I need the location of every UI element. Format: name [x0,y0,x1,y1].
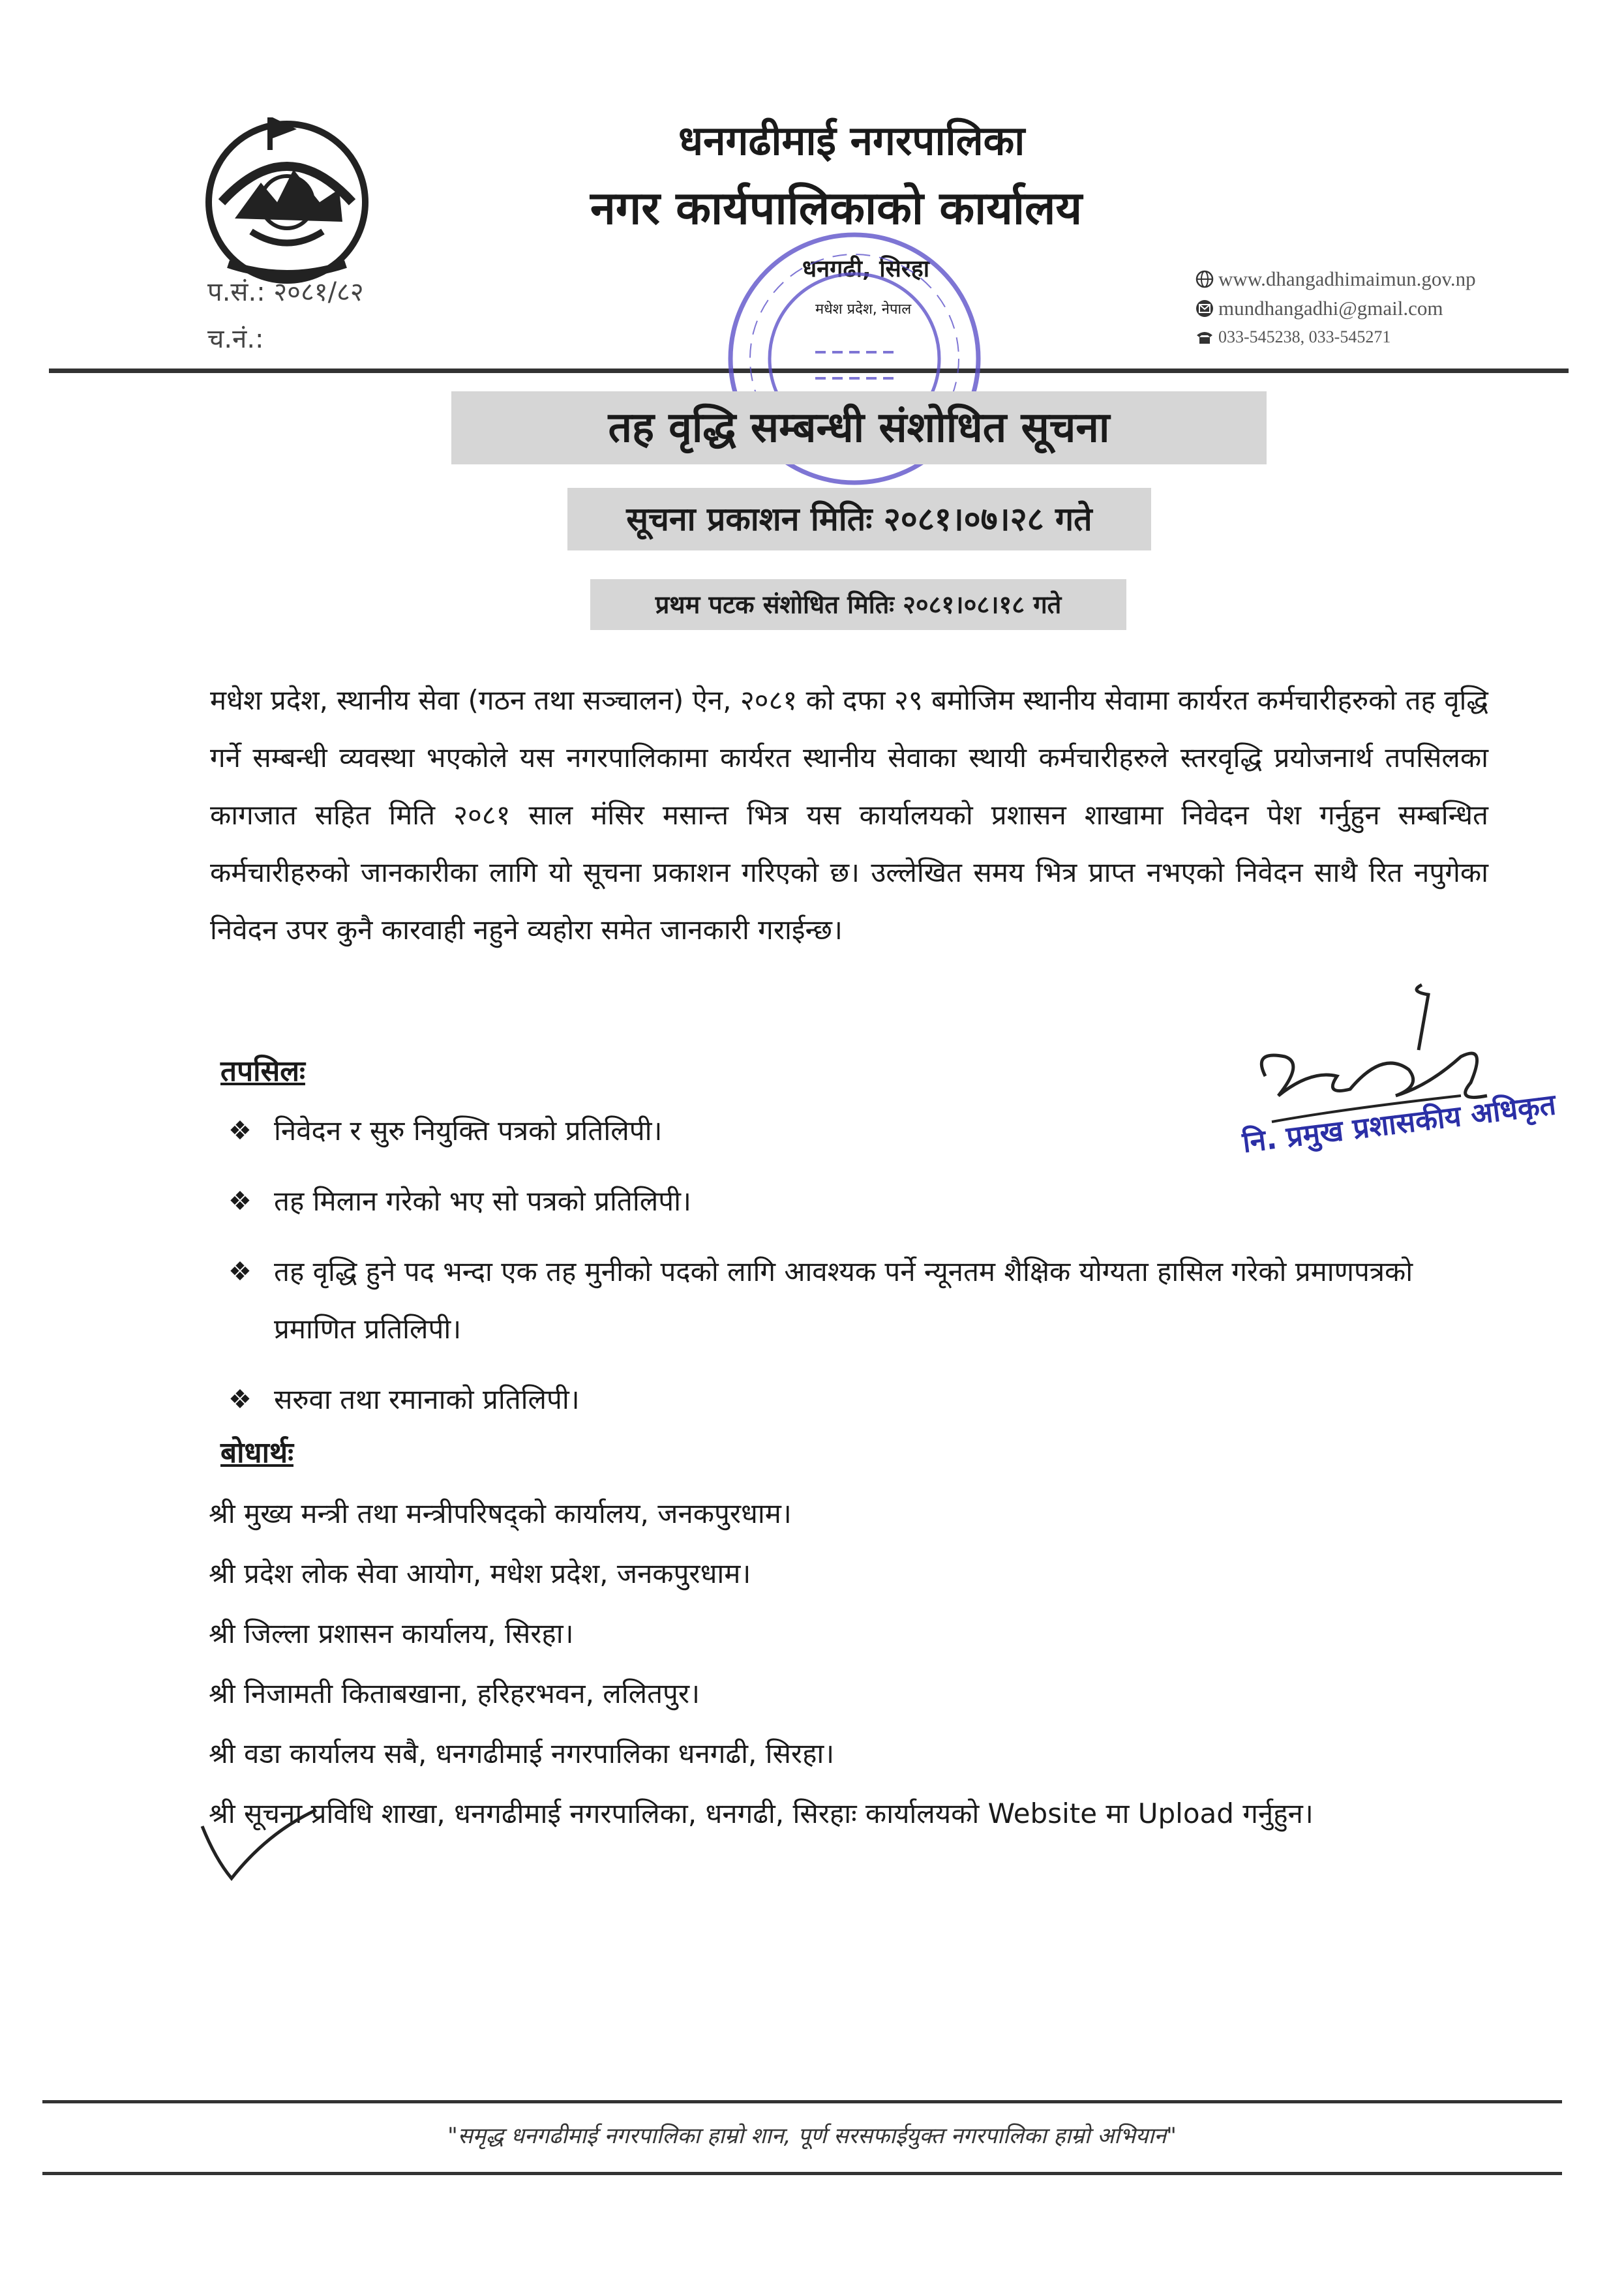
list-item: श्री जिल्ला प्रशासन कार्यालय, सिरहा। [209,1617,574,1649]
list-item: श्री वडा कार्यालय सबै, धनगढीमाई नगरपालिका धनगढी, सिरहा। [209,1737,835,1769]
bullet-icon: ❖ [228,1257,252,1287]
contact-phone [1195,327,1391,347]
notice-title: तह वृद्धि सम्बन्धी संशोधित सूचना [451,391,1267,464]
checkmark-icon [196,1807,320,1885]
information-list [209,1484,1314,1844]
list-item: ❖ निवेदन र सुरु नियुक्ति पत्रको प्रतिलिपी। [228,1102,1494,1160]
bullet-icon: ❖ [228,1385,252,1415]
phone-text: 033-545238, 033-545271 [1218,327,1391,346]
dispatch-number: च.नं.: [207,324,264,354]
list-item: ❖ सरुवा तथा रमानाको प्रतिलिपी। [228,1371,1494,1428]
contact-email [1195,297,1443,320]
information-heading: बोधार्थः [220,1436,293,1469]
office-subtitle: नगर कार्यपालिकाको कार्यालय [590,181,1083,235]
office-name: धनगढीमाई नगरपालिका [678,117,1025,164]
contact-website [1195,267,1476,291]
footer-slogan: "समृद्ध धनगढीमाई नगरपालिका हाम्रो शान, पूर्ण सरसफाईयुक्त नगरपालिका हाम्रो अभियान" [447,2123,1177,2149]
revision-date: प्रथम पटक संशोधित मितिः २०८१।०८।१८ गते [590,579,1126,630]
list-item: ❖ तह वृद्धि हुने पद भन्दा एक तह मुनीको पदको लागि आवश्यक पर्ने न्यूनतम शैक्षिक योग्यता हासिल गरेको प्रमाणपत्रको प्रमाणित प्रतिलिपी। [228,1243,1494,1358]
reference-number: प.सं.: २०८१/८२ [207,277,364,307]
signatory-title: नि. प्रमुख प्रशासकीय अधिकृत [1241,1088,1558,1160]
office-province: मधेश प्रदेश, नेपाल [815,301,912,318]
footer-divider-bottom [42,2172,1562,2175]
bullet-icon: ❖ [228,1186,252,1216]
email-icon [1195,299,1214,318]
footer-divider-top [42,2100,1562,2103]
list-item: श्री प्रदेश लोक सेवा आयोग, मधेश प्रदेश, जनकपुरधाम। [209,1557,751,1589]
globe-icon [1195,269,1214,289]
list-item: श्री निजामती किताबखाना, हरिहरभवन, ललितपुर। [209,1677,700,1709]
list-item: श्री सूचना प्रविधि शाखा, धनगढीमाई नगरपालिका, धनगढी, सिरहाः कार्यालयको Website मा Upload गर्नुहुन। [209,1797,1314,1829]
office-address: धनगढी, सिरहा [802,256,930,282]
notice-body: मधेश प्रदेश, स्थानीय सेवा (गठन तथा सञ्चालन) ऐन, २०८१ को दफा २९ बमोजिम स्थानीय सेवामा कार्यरत कर्मचारीहरुको तह वृद्धि गर्ने सम्बन्धी व्यवस्था भएकोले यस नगरपालिकामा कार्यरत स्थानीय सेवाका स्थायी कर्मचारीहरुले स्तरवृद्धि प्रयोजनार्थ तपसिलका कागजात सहित मिति २०८१ साल मंसिर मसान्त भित्र यस कार्यालयको प्रशासन शाखामा निवेदन पेश गर्नुहुन सम्बन्धित कर्मचारीहरुको जानकारीका लागि यो सूचना प्रकाशन गरिएको छ। उल्लेखित समय भित्र प्राप्त नभएको निवेदन साथै रित नपुगेका निवेदन उपर कुनै कारवाही नहुने व्यहोरा समेत जानकारी गराईन्छ। [210,684,1488,946]
phone-icon [1195,327,1214,347]
list-item: श्री मुख्य मन्त्री तथा मन्त्रीपरिषद्को कार्यालय, जनकपुरधाम। [209,1497,792,1529]
nepal-emblem-icon [189,104,385,290]
publication-date: सूचना प्रकाशन मितिः २०८१।०७।२८ गते [567,488,1151,550]
list-item: ❖ तह मिलान गरेको भए सो पत्रको प्रतिलिपी। [228,1173,1494,1230]
annex-heading: तपसिलः [220,1055,305,1088]
website-text: www.dhangadhimaimun.gov.np [1218,267,1476,290]
email-text: mundhangadhi@gmail.com [1218,297,1443,320]
bullet-icon: ❖ [228,1116,252,1146]
